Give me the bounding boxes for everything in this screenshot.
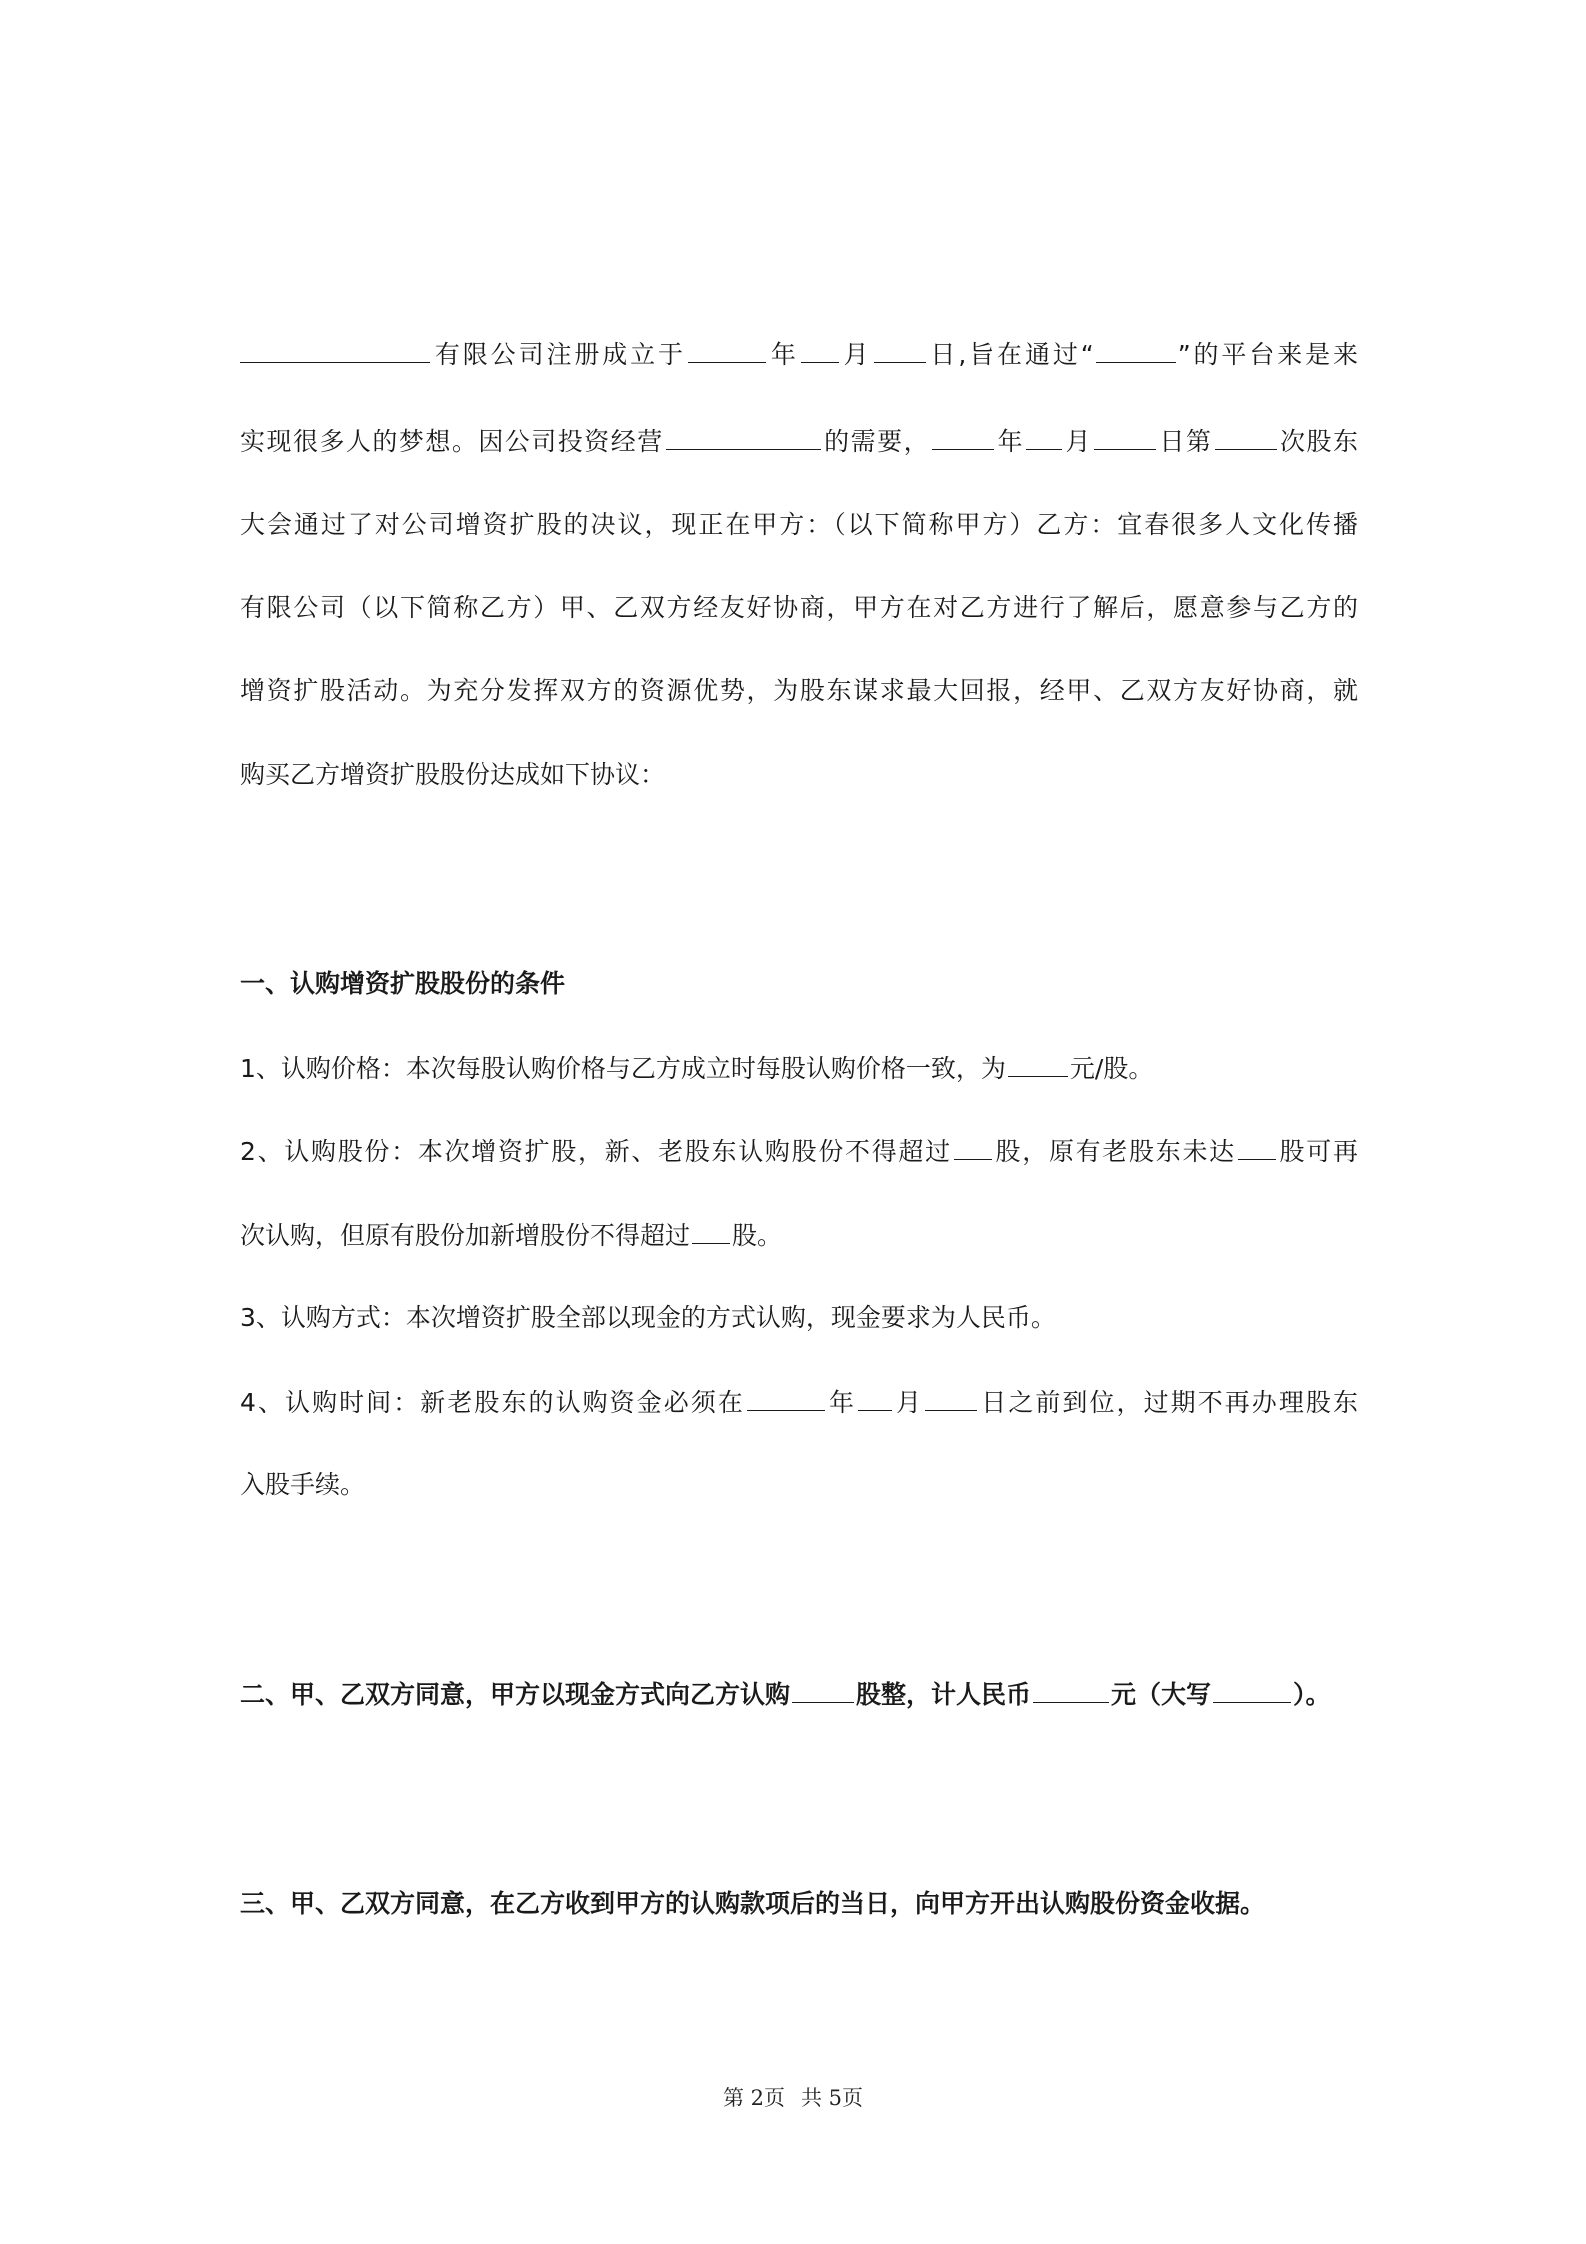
intro-line-3: 大会通过了对公司增资扩股的决议，现正在甲方：（以下简称甲方）乙方：宜春很多人文化传播 — [240, 510, 1358, 539]
item-4-time-line-2: 入股手续。 — [240, 1470, 366, 1499]
year-blank — [932, 423, 994, 450]
amount-in-words-blank — [1213, 1676, 1291, 1703]
item-2-shares-line-1: 2、认购股份：本次增资扩股，新、老股东认购股份不得超过 股，原有老股东未达 股可再 — [240, 1133, 1358, 1170]
month-blank — [858, 1384, 892, 1411]
amount-blank — [1033, 1676, 1109, 1703]
company-name-blank — [240, 336, 430, 363]
page-footer — [0, 2082, 1586, 2112]
business-blank — [666, 423, 821, 450]
section-1-heading: 一、认购增资扩股股份的条件 — [240, 969, 566, 998]
page-number: 第 2页 — [722, 2086, 785, 2110]
year-blank — [688, 336, 766, 363]
page-total: 共 5页 — [801, 2086, 864, 2110]
unmet-shares-blank — [1238, 1133, 1276, 1160]
max-shares-blank — [954, 1133, 992, 1160]
section-2-clause: 二、甲、乙双方同意，甲方以现金方式向乙方认购 股整，计人民币 元（大写 ）。 — [240, 1676, 1358, 1713]
shares-purchased-blank — [792, 1676, 854, 1703]
meeting-number-blank — [1215, 423, 1277, 450]
intro-line-4: 有限公司（以下简称乙方）甲、乙双方经友好协商，甲方在对乙方进行了解后，愿意参与乙方的 — [240, 593, 1358, 622]
intro-line-1: 有限公司注册成立于 年 月 日,旨在通过“ ”的平台来是来 — [240, 336, 1358, 373]
year-blank — [747, 1384, 825, 1411]
price-blank — [1008, 1050, 1068, 1077]
intro-line-5: 增资扩股活动。为充分发挥双方的资源优势，为股东谋求最大回报，经甲、乙双方友好协商，就 — [240, 676, 1358, 705]
day-blank — [925, 1384, 977, 1411]
section-3-clause: 三、甲、乙双方同意，在乙方收到甲方的认购款项后的当日，向甲方开出认购股份资金收据。 — [240, 1889, 1266, 1918]
item-3-method: 3、认购方式：本次增资扩股全部以现金的方式认购，现金要求为人民币。 — [240, 1303, 1056, 1332]
month-blank — [1026, 423, 1062, 450]
item-1-price: 1、认购价格：本次每股认购价格与乙方成立时每股认购价格一致，为 元/股。 — [240, 1050, 1358, 1087]
platform-blank — [1096, 336, 1176, 363]
day-blank — [1094, 423, 1156, 450]
intro-line-2: 实现很多人的梦想。因公司投资经营 的需要， 年 月 日第 次股东 — [240, 423, 1358, 460]
intro-line-6: 购买乙方增资扩股股份达成如下协议： — [240, 760, 666, 789]
total-shares-blank — [692, 1217, 730, 1244]
day-blank — [874, 336, 926, 363]
item-2-shares-line-2: 次认购，但原有股份加新增股份不得超过 股。 — [240, 1217, 1358, 1254]
item-4-time-line-1: 4、认购时间：新老股东的认购资金必须在 年 月 日之前到位，过期不再办理股东 — [240, 1384, 1358, 1421]
month-blank — [801, 336, 839, 363]
